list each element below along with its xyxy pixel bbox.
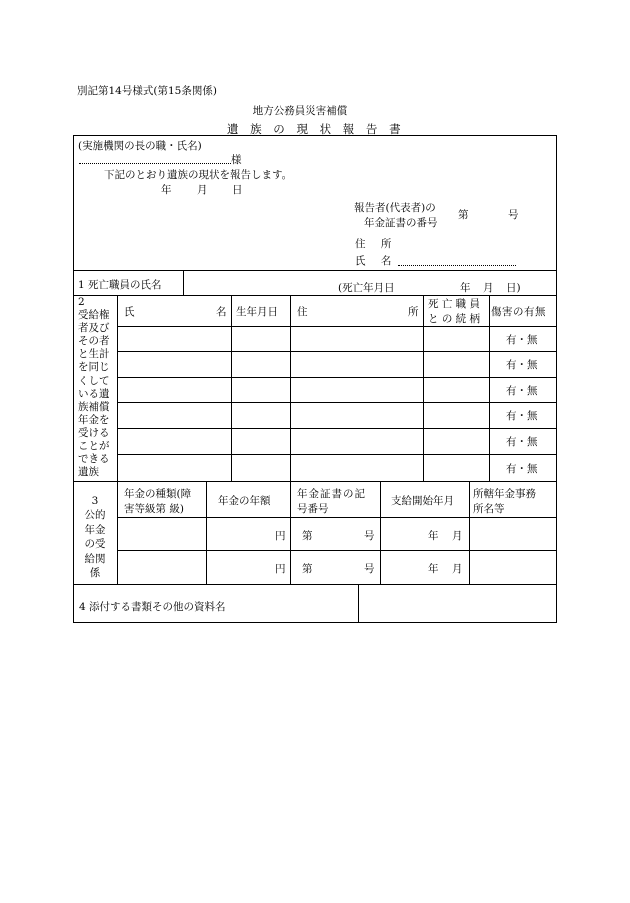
honorific: 様 [231,154,242,166]
col-office-1: 所轄年金事務 [473,488,536,500]
section2-row-rule-1 [117,351,557,352]
name-label: 氏 名 [355,255,398,267]
pension-month-row2: 月 [452,563,463,575]
section2-row-rule-5 [117,454,557,455]
section4-label: 4 添付する書類その他の資料名 [79,601,226,613]
col-disability: 傷害の有無 [491,306,546,318]
pension-month-row1: 月 [452,530,463,542]
section2-row-rule-4 [117,428,557,429]
pension-dai-row2: 第 [302,563,313,575]
disability-option-row6[interactable]: 有・無 [506,463,538,475]
disability-option-row1[interactable]: 有・無 [506,334,538,346]
col-address-1: 住 [297,306,308,318]
col-birth: 生年月日 [236,306,278,318]
section2-row-rule-2 [117,377,557,378]
pension-go-row1: 号 [364,530,375,542]
section3-col-divider-4 [469,481,470,584]
agency-name: 地方公務員災害補償 [252,105,348,117]
death-date-label: (死亡年月日 [338,282,395,294]
section1-label: 1 死亡職員の氏名 [78,279,162,291]
col-start-date: 支給開始年月 [391,495,454,507]
death-year: 年 [460,282,471,294]
date-day: 日 [232,184,243,196]
recipient-label: (実施機関の長の職・氏名) [78,140,202,152]
date-month: 月 [197,184,208,196]
section3-col-divider-3 [380,481,381,584]
section2-side-label: 2 受給権 者及び その者 と生計 を同じ くして いる遺 族補償 年金を 受ける ことが できる 遺族 [78,296,110,479]
col-pension-amount: 年金の年額 [218,495,271,507]
col-cert-number-2: 号番号 [297,503,329,515]
reporter-label-2: 年金証書の番号 [364,217,438,229]
pension-year-row2: 年 [428,563,439,575]
col-name-2: 名 [216,306,227,318]
section1-divider [183,270,184,295]
section2-top-rule [73,295,557,296]
death-day: 日) [506,282,521,294]
col-pension-type-1: 年金の種類(障 [124,488,192,500]
col-cert-number-1: 年金証書の記 [297,488,366,500]
section3-side-label: 3 公的 年金 の受 給関 係 [84,495,106,580]
disability-option-row5[interactable]: 有・無 [506,436,538,448]
disability-option-row2[interactable]: 有・無 [506,359,538,371]
col-office-2: 所名等 [473,503,505,515]
form-reference: 別記第14号様式(第15条関係) [77,85,217,97]
col-pension-type-2: 害等級第 級) [124,503,184,515]
section4-divider [358,584,359,623]
pension-go-row2: 号 [364,563,375,575]
col-address-2: 所 [408,306,419,318]
reporter-label-1: 報告者(代表者)の [354,202,436,214]
section2-header-rule [117,326,557,327]
section4-top-rule [73,584,557,585]
col-relation-2: と の 続 柄 [428,313,481,325]
section3-col-divider-1 [206,481,207,584]
pension-yen-row2: 円 [275,563,286,575]
cert-go: 号 [508,209,519,221]
col-name-1: 氏 [124,306,135,318]
section3-top-rule [73,481,557,482]
recipient-line[interactable] [79,163,231,164]
section3-header-rule [117,517,557,518]
section3-col-divider-2 [290,481,291,584]
section1-top-rule [73,270,557,271]
section3-row-rule [117,550,557,551]
form-title: 遺 族 の 現 状 報 告 書 [227,122,405,136]
death-month: 月 [483,282,494,294]
cert-dai: 第 [458,209,469,221]
disability-option-row3[interactable]: 有・無 [506,385,538,397]
reporter-name-line[interactable] [398,265,516,266]
address-label: 住 所 [355,238,398,250]
section2-row-rule-3 [117,402,557,403]
col-relation-1: 死 亡 職 員 [428,298,481,310]
statement-text: 下記のとおり遺族の現状を報告します。 [104,169,293,181]
pension-year-row1: 年 [428,530,439,542]
pension-dai-row1: 第 [302,530,313,542]
disability-option-row4[interactable]: 有・無 [506,410,538,422]
pension-yen-row1: 円 [275,530,286,542]
section3-label-divider [117,481,118,584]
date-year: 年 [161,184,172,196]
